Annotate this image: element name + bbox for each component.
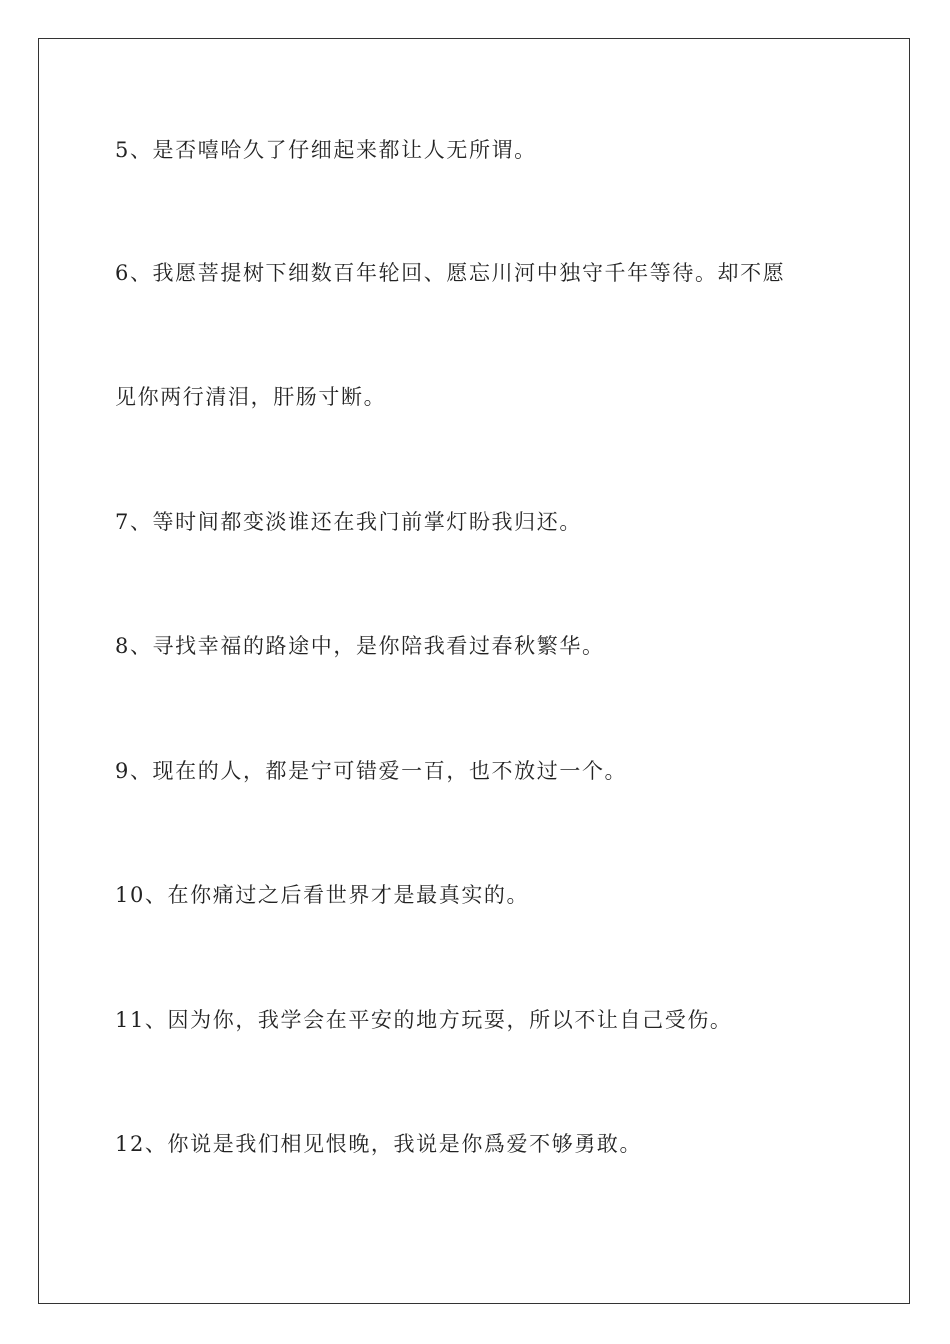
text-line-6: 6、我愿菩提树下细数百年轮回、愿忘川河中独守千年等待。却不愿 [115,261,786,285]
text-line-5: 5、是否嘻哈久了仔细起来都让人无所谓。 [115,138,537,162]
page-border [38,38,910,1304]
text-line-12: 12、你说是我们相见恨晚，我说是你爲爱不够勇敢。 [115,1132,643,1156]
text-line-9: 9、现在的人，都是宁可错爱一百，也不放过一个。 [115,759,628,783]
text-line-10: 10、在你痛过之后看世界才是最真实的。 [115,883,530,907]
text-line-7: 7、等时间都变淡谁还在我门前掌灯盼我归还。 [115,510,582,534]
text-line-11: 11、因为你，我学会在平安的地方玩耍，所以不让自己受伤。 [115,1008,733,1032]
text-line-8: 8、寻找幸福的路途中，是你陪我看过春秋繁华。 [115,634,605,658]
text-line-6-continued: 见你两行清泪，肝肠寸断。 [115,385,387,409]
